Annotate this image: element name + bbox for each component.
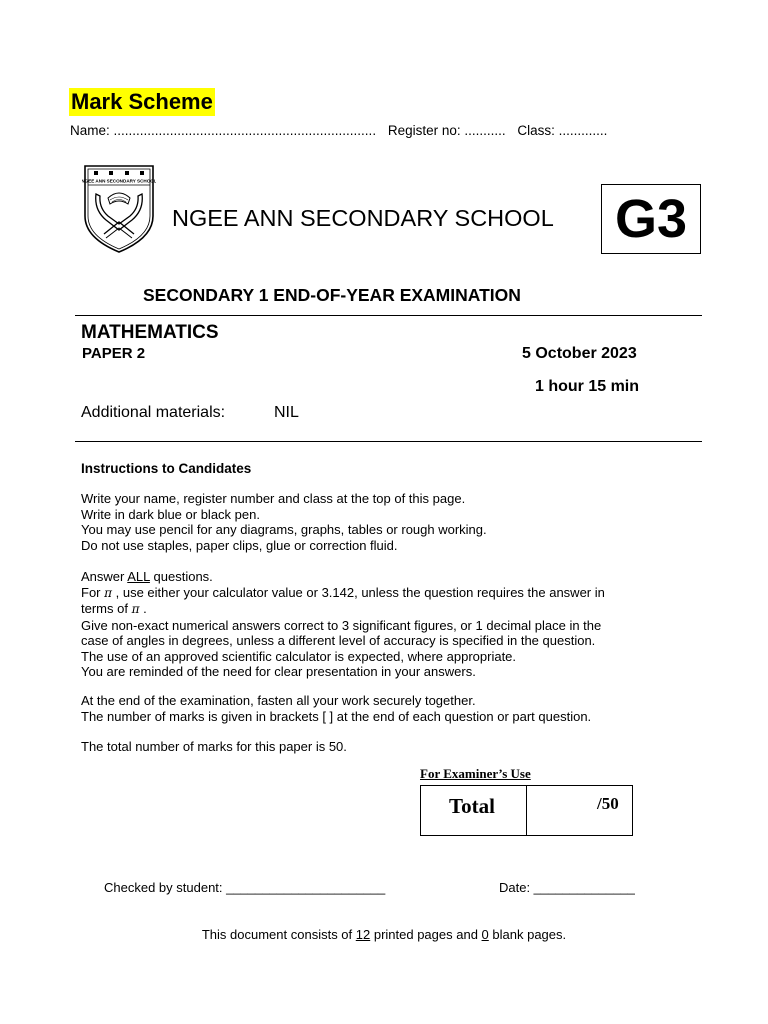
instruction-line: Give non-exact numerical answers correct to 3 significant figures, or 1 decimal place in the [81,617,602,633]
instruction-line: Write your name, register number and class at the top of this page. [81,491,466,506]
subject-title: MATHEMATICS [81,322,219,343]
instruction-line [81,569,605,585]
name-field[interactable]: Name: ...................................................................... [70,123,377,138]
pi-symbol: π [131,602,140,616]
date-field[interactable]: Date: ______________ [499,880,635,895]
answer-all: ALL [127,569,150,584]
instruction-line: The number of marks is given in brackets [ ] at the end of each question or part question. [81,708,592,724]
instructions-block-2 [81,569,605,680]
additional-materials-label: Additional materials: [81,404,226,421]
class-field[interactable]: Class: ............. [517,123,608,138]
school-crest-logo [82,164,156,254]
school-name: NGEE ANN SECONDARY SCHOOL [172,205,554,231]
page-count-note [0,927,768,942]
total-marks-note: The total number of marks for this paper is 50. [81,739,347,754]
instructions-block-1 [81,491,487,553]
exam-title: SECONDARY 1 END-OF-YEAR EXAMINATION [143,285,521,305]
instruction-line: You are reminded of the need for clear presentation in your answers. [81,664,476,679]
instructions-heading: Instructions to Candidates [81,461,252,476]
examiner-total-table [420,785,633,836]
instruction-line: Write in dark blue or black pen. [81,506,260,522]
terms-prefix: terms of [81,601,132,616]
checked-by-student-field[interactable]: Checked by student: ______________________ [104,880,386,895]
instruction-line [81,601,605,618]
exam-duration: 1 hour 15 min [535,378,640,395]
paper-number: PAPER 2 [82,345,146,362]
instruction-line [81,585,605,602]
instructions-block-3 [81,693,591,724]
printed-pages-count: 12 [355,927,371,942]
pi-symbol: π [104,585,113,600]
student-details-line [70,123,615,138]
total-label: Total [449,794,495,818]
instruction-line: Do not use staples, paper clips, glue or correction fluid. [81,537,398,553]
pi-prefix: For [81,584,105,600]
terms-suffix: . [139,601,147,616]
instruction-line: You may use pencil for any diagrams, graphs, tables or rough working. [81,522,487,537]
answer-suffix: questions. [149,569,213,584]
answer-prefix: Answer [81,569,128,584]
divider-top [75,315,702,316]
logo-text: NGEE ANN SECONDARY SCHOOL [82,178,156,184]
instruction-line: case of angles in degrees, unless a different level of accuracy is specified in the question. [81,633,596,648]
total-max-marks: /50 [597,794,619,813]
pages-prefix: This document consists of [201,927,356,942]
grade-box: G3 [601,184,701,254]
exam-date: 5 October 2023 [522,345,637,362]
pages-middle: printed pages and [370,927,482,942]
pages-suffix: blank pages. [488,927,567,942]
instruction-line: The use of an approved scientific calculator is expected, where appropriate. [81,648,517,664]
table-divider [526,786,527,835]
blank-pages-count: 0 [481,927,489,942]
additional-materials-value: NIL [274,404,299,421]
register-field[interactable]: Register no: ........... [387,123,506,138]
divider-bottom [75,441,702,442]
pi-suffix: , use either your calculator value or 3.142, unless the question requires the answer in [112,584,605,600]
instruction-line: At the end of the examination, fasten all your work securely together. [81,693,476,708]
examiner-use-heading: For Examiner’s Use [420,766,531,781]
mark-scheme-label: Mark Scheme [71,89,213,114]
